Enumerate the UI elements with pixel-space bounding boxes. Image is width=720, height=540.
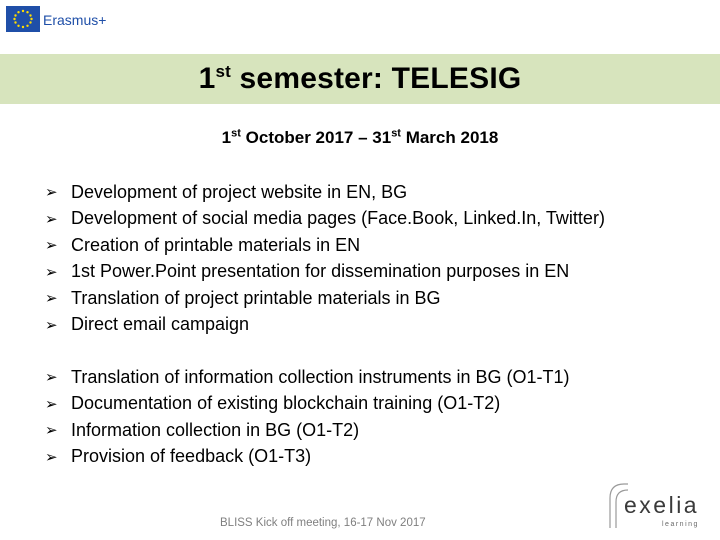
list-item-text: Development of social media pages (Face.Book, Linked.In, Twitter) [71, 208, 605, 229]
date-part-2: October 2017 – 31 [240, 128, 392, 147]
list-item-text: Provision of feedback (O1-T3) [71, 446, 312, 467]
arrow-bullet-icon: ➢ [45, 210, 58, 228]
arrow-bullet-icon: ➢ [45, 369, 58, 387]
slide-title [199, 62, 522, 96]
list-item-text: 1st Power.Point presentation for dissemination purposes in EN [71, 261, 570, 282]
erasmus-logo [6, 6, 110, 34]
date-sup-1: st [231, 127, 241, 140]
arrow-bullet-icon: ➢ [45, 184, 58, 202]
list-item [45, 364, 570, 391]
exelia-logo-text: exelia [624, 492, 700, 518]
list-item-text: Development of project website in EN, BG [71, 181, 408, 202]
list-item [45, 417, 570, 444]
list-item-text: Direct email campaign [71, 314, 250, 335]
arrow-bullet-icon: ➢ [45, 422, 58, 440]
arrow-bullet-icon: ➢ [45, 395, 58, 413]
list-item-text: Information collection in BG (O1-T2) [71, 419, 360, 440]
list-item [45, 285, 605, 312]
list-item-text: Translation of information collection instruments in BG (O1-T1) [71, 366, 570, 387]
exelia-logo-tagline: learning [662, 521, 699, 528]
arrow-bullet-icon: ➢ [45, 448, 58, 466]
slide-footer: BLISS Kick off meeting, 16-17 Nov 2017 [220, 517, 426, 529]
date-part-3: March 2018 [400, 128, 499, 147]
arrow-bullet-icon: ➢ [45, 237, 58, 255]
title-main: 1 [198, 62, 216, 95]
list-item [45, 312, 605, 339]
slide-date-range [0, 128, 720, 148]
list-item [45, 391, 570, 418]
arrow-bullet-icon: ➢ [45, 316, 58, 334]
title-sup: st [215, 62, 232, 81]
bullet-list-tasks [45, 364, 570, 470]
bullet-list-dissemination [45, 179, 605, 338]
list-item-text: Documentation of existing blockchain training (O1-T2) [71, 393, 501, 414]
list-item [45, 206, 605, 233]
arrow-bullet-icon: ➢ [45, 263, 58, 281]
date-sup-2: st [391, 127, 401, 140]
date-part-1: 1 [221, 128, 232, 147]
title-band [0, 54, 720, 104]
exelia-logo [604, 478, 714, 530]
erasmus-logo-text: Erasmus+ [43, 12, 107, 28]
title-rest: semester: TELESIG [231, 62, 522, 95]
list-item-text: Creation of printable materials in EN [71, 234, 361, 255]
list-item [45, 232, 605, 259]
list-item [45, 179, 605, 206]
list-item [45, 259, 605, 286]
arrow-bullet-icon: ➢ [45, 290, 58, 308]
list-item [45, 444, 570, 471]
list-item-text: Translation of project printable materials in BG [71, 287, 441, 308]
